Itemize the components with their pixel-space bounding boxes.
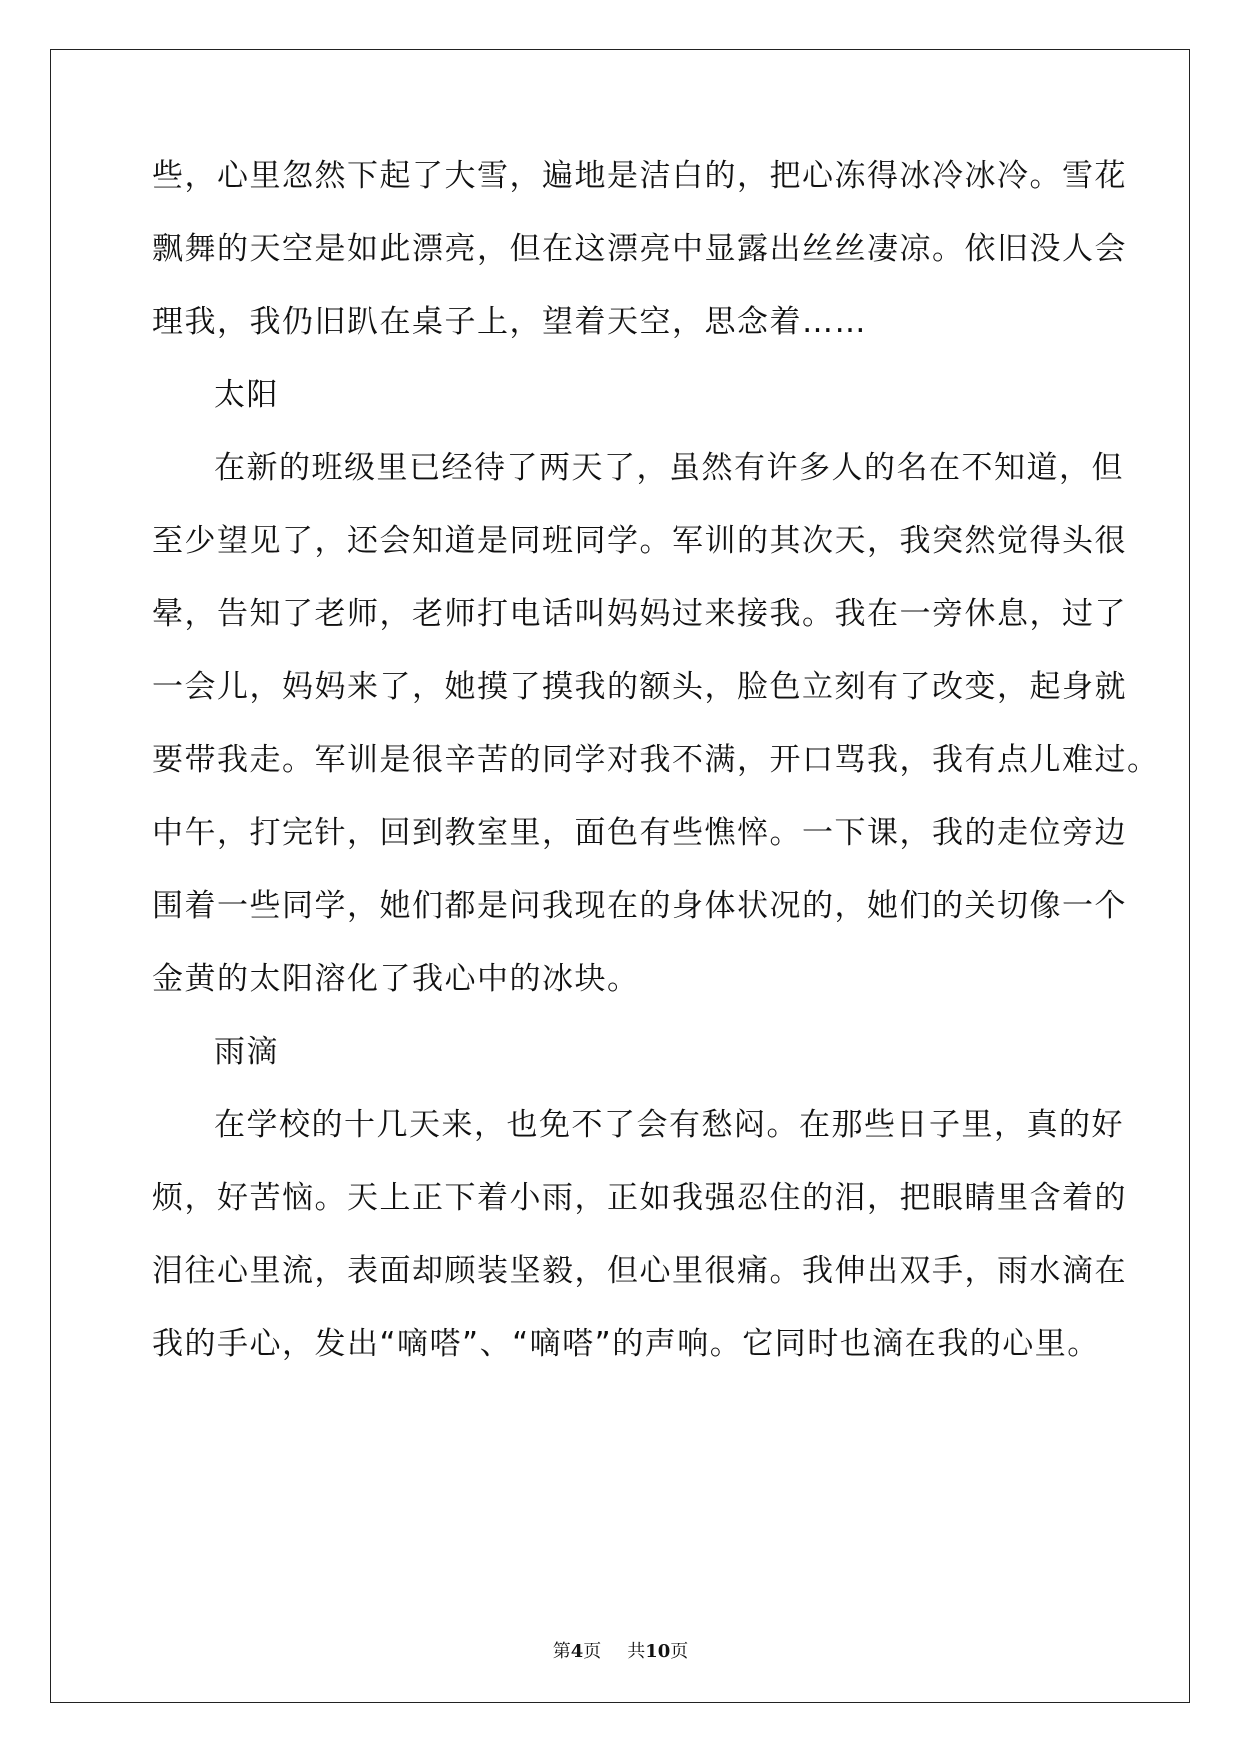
text-line: 一会儿，妈妈来了，她摸了摸我的额头，脸色立刻有了改变，起身就 [152, 669, 1127, 705]
total-prefix: 共 [627, 1641, 646, 1662]
paragraph-first-line: 在学校的十几天来，也免不了会有愁闷。在那些日子里，真的好 [214, 1107, 1124, 1143]
text-line: 些，心里忽然下起了大雪，遍地是洁白的，把心冻得冰冷冰冷。雪花 [152, 158, 1127, 194]
page-border [50, 49, 1190, 1703]
text-line: 泪往心里流，表面却顾装坚毅，但心里很痛。我伸出双手，雨水滴在 [152, 1253, 1127, 1289]
text-line: 中午，打完针，回到教室里，面色有些憔悴。一下课，我的走位旁边 [152, 815, 1127, 851]
text-line: 我的手心，发出“嘀嗒”、“嘀嗒”的声响。它同时也滴在我的心里。 [152, 1326, 1100, 1362]
section-heading: 雨滴 [214, 1034, 279, 1070]
text-line: 理我，我仍旧趴在桌子上，望着天空，思念着…… [152, 304, 867, 340]
page-suffix: 页 [583, 1641, 602, 1662]
text-line: 烦，好苦恼。天上正下着小雨，正如我强忍住的泪，把眼睛里含着的 [152, 1180, 1127, 1216]
text-line: 至少望见了，还会知道是同班同学。军训的其次天，我突然觉得头很 [152, 523, 1127, 559]
text-line: 金黄的太阳溶化了我心中的冰块。 [152, 961, 640, 997]
text-line: 围着一些同学，她们都是问我现在的身体状况的，她们的关切像一个 [152, 888, 1127, 924]
text-line: 要带我走。军训是很辛苦的同学对我不满，开口骂我，我有点儿难过。 [152, 742, 1160, 778]
page-prefix: 第 [552, 1641, 571, 1662]
total-suffix: 页 [670, 1641, 689, 1662]
page-number: 4 [570, 1641, 584, 1662]
page-footer [0, 1640, 1241, 1664]
total-pages: 10 [645, 1641, 671, 1662]
text-line: 飘舞的天空是如此漂亮，但在这漂亮中显露出丝丝凄凉。依旧没人会 [152, 231, 1127, 267]
text-line: 晕，告知了老师，老师打电话叫妈妈过来接我。我在一旁休息，过了 [152, 596, 1127, 632]
paragraph-first-line: 在新的班级里已经待了两天了，虽然有许多人的名在不知道，但 [214, 450, 1124, 486]
section-heading: 太阳 [214, 377, 279, 413]
